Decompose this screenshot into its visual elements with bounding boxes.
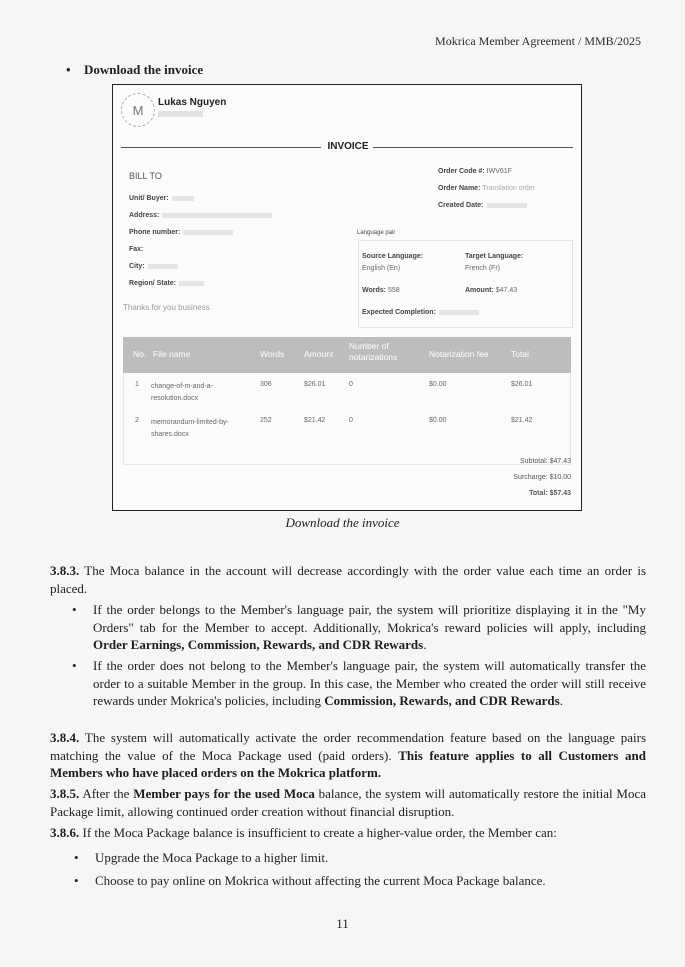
phone-label: Phone number: xyxy=(129,229,233,236)
created-date: Created Date: xyxy=(438,202,527,209)
col-total: Total xyxy=(511,349,529,359)
order-code: Order Code #: IWV61F xyxy=(438,168,512,175)
invoice-title: INVOICE xyxy=(327,141,369,152)
surcharge: Surcharge: $10.00 xyxy=(513,474,571,481)
col-words: Words xyxy=(260,349,285,359)
invoice-table-header xyxy=(123,337,571,373)
col-notarizations: Number of notarizations xyxy=(349,341,398,362)
section-3-8-3: 3.8.3. The Moca balance in the account will decrease accordingly with the order value each time an order is placed. xyxy=(50,563,647,596)
city-label: City: xyxy=(129,263,178,270)
address-label: Address: xyxy=(129,212,272,219)
col-amount: Amount xyxy=(304,349,334,359)
words-summary: Words: 558 xyxy=(362,287,400,294)
list-item: • Upgrade the Moca Package to a higher limit. xyxy=(74,850,329,865)
thanks-text: Thanks for you business xyxy=(123,303,210,312)
page-header: Mokrica Member Agreement / MMB/2025 xyxy=(435,34,641,48)
buyer-label: Unit/ Buyer: xyxy=(129,195,194,202)
fax-label: Fax: xyxy=(129,246,144,253)
section-3-8-4: 3.8.4. The system will automatically activate the order recommendation feature based on the language pairs matching the value of the Moca Package used (paid orders). This feature applies to all Customers and Members who have placed orders on the Mokrica platform. xyxy=(50,730,647,780)
order-name: Order Name: Translation order xyxy=(438,185,536,192)
section-3-8-5: 3.8.5. After the Member pays for the used Moca balance, the system will automatically restore the initial Moca Package limit, allowing continued order creation without financial disruption. xyxy=(50,786,647,819)
logo-icon: M xyxy=(121,93,155,127)
section-3-8-6: 3.8.6. If the Moca Package balance is insufficient to create a higher-value order, the Member can: xyxy=(50,825,557,840)
bill-to-heading: BILL TO xyxy=(129,171,162,181)
total: Total: $57.43 xyxy=(529,490,571,497)
source-language-value: English (En) xyxy=(362,265,401,272)
col-no: No. xyxy=(133,349,147,359)
invoice-image: M Lukas Nguyen INVOICE BILL TO Unit/ Buyer: Address: Phone number: Fax: City: Region/ State: Thanks for you business Order Code #: IWV61F Order Name: Translation order Created Date: Language pair Source Language: English (En) Target Language: French (Fr) Words: 558 Amount: $47.43 Expected Completion: No. File name Words Amount Number of notarizations Notarization fee Total 1 change-of-m-and-a-resolution.docx 306 $26.01 0 $0.00 $26.01 2 memorandum-limited-by-shares.docx 252 $21.42 0 $0.00 $21.42 Subtotal: $47.43 Surcharge: $10.00 Total: $57.43 xyxy=(112,84,582,511)
download-invoice-heading xyxy=(66,62,203,78)
list-item: • If the order belongs to the Member's language pair, the system will prioritize displaying it in the "My Orders" tab for the Member to accept. Additionally, Mokrica's reward policies will apply, including Order Earnings, Commission, Rewards, and CDR Rewards. xyxy=(72,602,646,652)
invoice-member-name: Lukas Nguyen xyxy=(158,97,227,108)
language-pair-label: Language pair xyxy=(357,230,396,236)
page-number: 11 xyxy=(336,916,349,931)
amount-summary: Amount: $47.43 xyxy=(465,287,518,294)
col-file-name: File name xyxy=(153,349,191,359)
source-language-label: Source Language: xyxy=(362,253,424,260)
target-language-label: Target Language: xyxy=(465,253,524,260)
blurred-subtitle xyxy=(158,111,203,117)
expected-completion: Expected Completion: xyxy=(362,309,479,316)
col-notarization-fee: Notarization fee xyxy=(429,349,489,359)
section-number: 3.8.3. xyxy=(50,563,80,578)
bullet-dot: • xyxy=(66,62,71,77)
target-language-value: French (Fr) xyxy=(465,265,500,272)
list-item: • If the order does not belong to the Member's language pair, the system will automatically transfer the order to a suitable Member in the group. In this case, the Member who created the order will still receive rewards under Mokrica's policies, including Commission, Rewards, and CDR Rewards. xyxy=(72,658,646,708)
download-invoice-label: Download the invoice xyxy=(84,62,204,77)
divider-right xyxy=(373,147,573,148)
region-label: Region/ State: xyxy=(129,280,204,287)
subtotal: Subtotal: $47.43 xyxy=(520,458,571,465)
figure-caption: Download the invoice xyxy=(285,515,400,530)
divider-left xyxy=(121,147,321,148)
list-item: • Choose to pay online on Mokrica without affecting the current Moca Package balance. xyxy=(74,873,546,888)
